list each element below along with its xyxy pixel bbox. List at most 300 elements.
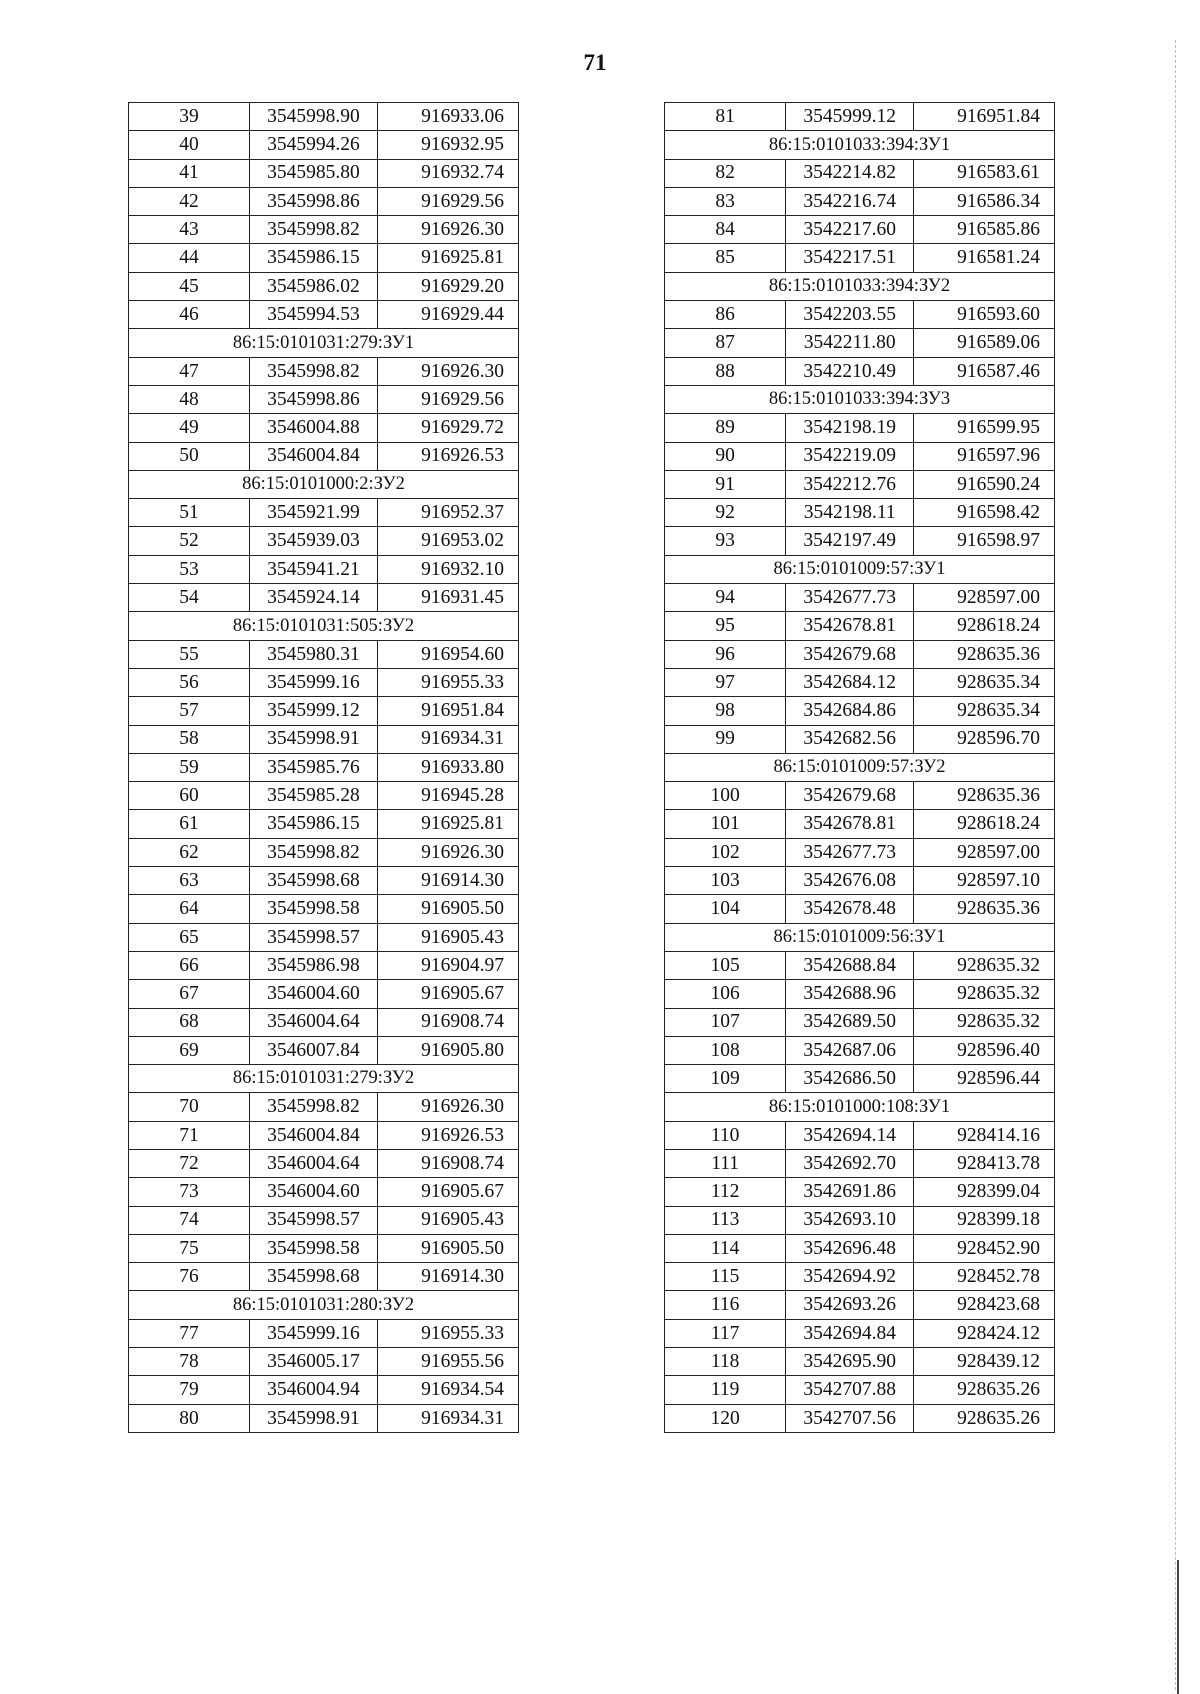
table-row bbox=[129, 301, 519, 329]
y-coordinate: 916934.31 bbox=[377, 1404, 518, 1432]
point-number: 117 bbox=[665, 1319, 786, 1347]
y-coordinate: 928635.36 bbox=[914, 895, 1055, 923]
x-coordinate: 3542688.84 bbox=[786, 951, 914, 979]
x-coordinate: 3542678.81 bbox=[786, 612, 914, 640]
y-coordinate: 928439.12 bbox=[914, 1348, 1055, 1376]
point-number: 65 bbox=[129, 923, 250, 951]
x-coordinate: 3545998.58 bbox=[249, 895, 377, 923]
y-coordinate: 928423.68 bbox=[914, 1291, 1055, 1319]
y-coordinate: 916945.28 bbox=[377, 782, 518, 810]
table-row bbox=[129, 1036, 519, 1064]
x-coordinate: 3545941.21 bbox=[249, 555, 377, 583]
point-number: 56 bbox=[129, 668, 250, 696]
point-number: 67 bbox=[129, 980, 250, 1008]
y-coordinate: 928413.78 bbox=[914, 1149, 1055, 1177]
point-number: 105 bbox=[665, 951, 786, 979]
x-coordinate: 3545999.16 bbox=[249, 668, 377, 696]
point-number: 104 bbox=[665, 895, 786, 923]
y-coordinate: 916598.97 bbox=[914, 527, 1055, 555]
table-row bbox=[665, 1263, 1055, 1291]
y-coordinate: 916926.53 bbox=[377, 442, 518, 470]
x-coordinate: 3546004.64 bbox=[249, 1149, 377, 1177]
x-coordinate: 3542677.73 bbox=[786, 838, 914, 866]
y-coordinate: 916905.80 bbox=[377, 1036, 518, 1064]
point-number: 73 bbox=[129, 1178, 250, 1206]
x-coordinate: 3542696.48 bbox=[786, 1234, 914, 1262]
table-row bbox=[665, 810, 1055, 838]
x-coordinate: 3542203.55 bbox=[786, 301, 914, 329]
point-number: 62 bbox=[129, 838, 250, 866]
table-row bbox=[665, 244, 1055, 272]
point-number: 81 bbox=[665, 103, 786, 131]
x-coordinate: 3545998.57 bbox=[249, 1206, 377, 1234]
section-header-row bbox=[129, 1291, 519, 1319]
point-number: 90 bbox=[665, 442, 786, 470]
table-row bbox=[129, 1149, 519, 1177]
y-coordinate: 928597.00 bbox=[914, 838, 1055, 866]
y-coordinate: 916952.37 bbox=[377, 499, 518, 527]
point-number: 82 bbox=[665, 159, 786, 187]
x-coordinate: 3545998.82 bbox=[249, 216, 377, 244]
point-number: 61 bbox=[129, 810, 250, 838]
y-coordinate: 916583.61 bbox=[914, 159, 1055, 187]
x-coordinate: 3546004.88 bbox=[249, 414, 377, 442]
table-row bbox=[665, 470, 1055, 498]
table-row bbox=[129, 1008, 519, 1036]
y-coordinate: 916929.72 bbox=[377, 414, 518, 442]
cadastral-number: 86:15:0101000:2:ЗУ2 bbox=[129, 470, 519, 498]
point-number: 77 bbox=[129, 1319, 250, 1347]
table-row bbox=[665, 980, 1055, 1008]
table-row bbox=[129, 1319, 519, 1347]
y-coordinate: 916929.56 bbox=[377, 385, 518, 413]
table-row bbox=[665, 414, 1055, 442]
y-coordinate: 916933.80 bbox=[377, 753, 518, 781]
y-coordinate: 916926.30 bbox=[377, 357, 518, 385]
x-coordinate: 3545986.98 bbox=[249, 951, 377, 979]
cadastral-number: 86:15:0101031:280:ЗУ2 bbox=[129, 1291, 519, 1319]
table-row bbox=[665, 527, 1055, 555]
y-coordinate: 928635.34 bbox=[914, 697, 1055, 725]
y-coordinate: 916931.45 bbox=[377, 584, 518, 612]
x-coordinate: 3542692.70 bbox=[786, 1149, 914, 1177]
x-coordinate: 3545999.12 bbox=[249, 697, 377, 725]
point-number: 53 bbox=[129, 555, 250, 583]
cadastral-number: 86:15:0101009:57:ЗУ1 bbox=[665, 555, 1055, 583]
x-coordinate: 3542682.56 bbox=[786, 725, 914, 753]
x-coordinate: 3542197.49 bbox=[786, 527, 914, 555]
table-row bbox=[129, 1404, 519, 1432]
point-number: 45 bbox=[129, 272, 250, 300]
y-coordinate: 928596.70 bbox=[914, 725, 1055, 753]
table-row bbox=[665, 1291, 1055, 1319]
x-coordinate: 3545998.68 bbox=[249, 867, 377, 895]
table-row bbox=[665, 838, 1055, 866]
cadastral-number: 86:15:0101033:394:ЗУ3 bbox=[665, 385, 1055, 413]
table-row bbox=[665, 1234, 1055, 1262]
y-coordinate: 928635.32 bbox=[914, 951, 1055, 979]
point-number: 68 bbox=[129, 1008, 250, 1036]
x-coordinate: 3545999.16 bbox=[249, 1319, 377, 1347]
point-number: 103 bbox=[665, 867, 786, 895]
coordinates-table-body bbox=[129, 103, 519, 1433]
y-coordinate: 916929.20 bbox=[377, 272, 518, 300]
x-coordinate: 3542219.09 bbox=[786, 442, 914, 470]
x-coordinate: 3542693.26 bbox=[786, 1291, 914, 1319]
x-coordinate: 3542216.74 bbox=[786, 187, 914, 215]
x-coordinate: 3542679.68 bbox=[786, 640, 914, 668]
y-coordinate: 916932.95 bbox=[377, 131, 518, 159]
point-number: 108 bbox=[665, 1036, 786, 1064]
x-coordinate: 3546004.94 bbox=[249, 1376, 377, 1404]
table-row bbox=[129, 103, 519, 131]
point-number: 46 bbox=[129, 301, 250, 329]
y-coordinate: 916932.10 bbox=[377, 555, 518, 583]
table-row bbox=[665, 668, 1055, 696]
table-row bbox=[665, 1121, 1055, 1149]
point-number: 102 bbox=[665, 838, 786, 866]
table-row bbox=[129, 895, 519, 923]
cadastral-number: 86:15:0101033:394:ЗУ1 bbox=[665, 131, 1055, 159]
section-header-row bbox=[665, 385, 1055, 413]
x-coordinate: 3542695.90 bbox=[786, 1348, 914, 1376]
x-coordinate: 3542214.82 bbox=[786, 159, 914, 187]
point-number: 115 bbox=[665, 1263, 786, 1291]
y-coordinate: 916926.30 bbox=[377, 1093, 518, 1121]
table-row bbox=[129, 187, 519, 215]
y-coordinate: 916929.44 bbox=[377, 301, 518, 329]
table-row bbox=[665, 782, 1055, 810]
x-coordinate: 3545998.82 bbox=[249, 1093, 377, 1121]
x-coordinate: 3542211.80 bbox=[786, 329, 914, 357]
table-row bbox=[129, 753, 519, 781]
point-number: 64 bbox=[129, 895, 250, 923]
table-row bbox=[129, 1348, 519, 1376]
y-coordinate: 916914.30 bbox=[377, 867, 518, 895]
point-number: 113 bbox=[665, 1206, 786, 1234]
x-coordinate: 3546004.84 bbox=[249, 1121, 377, 1149]
point-number: 111 bbox=[665, 1149, 786, 1177]
table-row bbox=[665, 867, 1055, 895]
y-coordinate: 916905.67 bbox=[377, 980, 518, 1008]
point-number: 58 bbox=[129, 725, 250, 753]
x-coordinate: 3542684.12 bbox=[786, 668, 914, 696]
point-number: 57 bbox=[129, 697, 250, 725]
point-number: 60 bbox=[129, 782, 250, 810]
y-coordinate: 916926.30 bbox=[377, 216, 518, 244]
table-row bbox=[129, 1178, 519, 1206]
y-coordinate: 928399.04 bbox=[914, 1178, 1055, 1206]
table-row bbox=[129, 527, 519, 555]
point-number: 112 bbox=[665, 1178, 786, 1206]
y-coordinate: 916926.30 bbox=[377, 838, 518, 866]
cadastral-number: 86:15:0101031:279:ЗУ2 bbox=[129, 1065, 519, 1093]
x-coordinate: 3542691.86 bbox=[786, 1178, 914, 1206]
table-row bbox=[129, 385, 519, 413]
point-number: 49 bbox=[129, 414, 250, 442]
table-row bbox=[129, 442, 519, 470]
y-coordinate: 916955.56 bbox=[377, 1348, 518, 1376]
table-row bbox=[665, 103, 1055, 131]
table-row bbox=[665, 187, 1055, 215]
x-coordinate: 3542693.10 bbox=[786, 1206, 914, 1234]
x-coordinate: 3545998.57 bbox=[249, 923, 377, 951]
x-coordinate: 3542217.51 bbox=[786, 244, 914, 272]
x-coordinate: 3546005.17 bbox=[249, 1348, 377, 1376]
point-number: 110 bbox=[665, 1121, 786, 1149]
table-row bbox=[129, 951, 519, 979]
section-header-row bbox=[129, 470, 519, 498]
x-coordinate: 3542198.19 bbox=[786, 414, 914, 442]
point-number: 92 bbox=[665, 499, 786, 527]
section-header-row bbox=[129, 612, 519, 640]
point-number: 54 bbox=[129, 584, 250, 612]
y-coordinate: 928635.26 bbox=[914, 1404, 1055, 1432]
x-coordinate: 3545999.12 bbox=[786, 103, 914, 131]
x-coordinate: 3545986.15 bbox=[249, 810, 377, 838]
table-row bbox=[129, 159, 519, 187]
cadastral-number: 86:15:0101009:56:ЗУ1 bbox=[665, 923, 1055, 951]
y-coordinate: 916905.50 bbox=[377, 1234, 518, 1262]
x-coordinate: 3545998.90 bbox=[249, 103, 377, 131]
point-number: 70 bbox=[129, 1093, 250, 1121]
point-number: 50 bbox=[129, 442, 250, 470]
y-coordinate: 916951.84 bbox=[377, 697, 518, 725]
table-row bbox=[129, 1206, 519, 1234]
table-row bbox=[665, 1376, 1055, 1404]
x-coordinate: 3545998.91 bbox=[249, 1404, 377, 1432]
y-coordinate: 928635.32 bbox=[914, 980, 1055, 1008]
section-header-row bbox=[665, 555, 1055, 583]
cadastral-number: 86:15:0101031:279:ЗУ1 bbox=[129, 329, 519, 357]
point-number: 44 bbox=[129, 244, 250, 272]
y-coordinate: 916932.74 bbox=[377, 159, 518, 187]
x-coordinate: 3545998.91 bbox=[249, 725, 377, 753]
y-coordinate: 928618.24 bbox=[914, 810, 1055, 838]
table-row bbox=[665, 725, 1055, 753]
point-number: 48 bbox=[129, 385, 250, 413]
y-coordinate: 916953.02 bbox=[377, 527, 518, 555]
y-coordinate: 916955.33 bbox=[377, 668, 518, 696]
point-number: 114 bbox=[665, 1234, 786, 1262]
point-number: 107 bbox=[665, 1008, 786, 1036]
point-number: 55 bbox=[129, 640, 250, 668]
table-row bbox=[665, 1348, 1055, 1376]
table-row bbox=[665, 1149, 1055, 1177]
y-coordinate: 916908.74 bbox=[377, 1008, 518, 1036]
y-coordinate: 916954.60 bbox=[377, 640, 518, 668]
point-number: 78 bbox=[129, 1348, 250, 1376]
section-header-row bbox=[665, 272, 1055, 300]
point-number: 87 bbox=[665, 329, 786, 357]
y-coordinate: 916905.50 bbox=[377, 895, 518, 923]
x-coordinate: 3545924.14 bbox=[249, 584, 377, 612]
table-row bbox=[129, 499, 519, 527]
point-number: 109 bbox=[665, 1065, 786, 1093]
point-number: 47 bbox=[129, 357, 250, 385]
x-coordinate: 3542677.73 bbox=[786, 584, 914, 612]
y-coordinate: 916929.56 bbox=[377, 187, 518, 215]
point-number: 83 bbox=[665, 187, 786, 215]
table-row bbox=[129, 1234, 519, 1262]
x-coordinate: 3545994.26 bbox=[249, 131, 377, 159]
x-coordinate: 3542694.84 bbox=[786, 1319, 914, 1347]
y-coordinate: 916586.34 bbox=[914, 187, 1055, 215]
y-coordinate: 928597.10 bbox=[914, 867, 1055, 895]
table-row bbox=[129, 555, 519, 583]
section-header-row bbox=[665, 753, 1055, 781]
table-row bbox=[129, 357, 519, 385]
point-number: 42 bbox=[129, 187, 250, 215]
section-header-row bbox=[665, 923, 1055, 951]
scan-edge-line bbox=[1175, 40, 1176, 1690]
point-number: 76 bbox=[129, 1263, 250, 1291]
x-coordinate: 3546004.60 bbox=[249, 1178, 377, 1206]
x-coordinate: 3542678.81 bbox=[786, 810, 914, 838]
table-row bbox=[665, 951, 1055, 979]
y-coordinate: 928414.16 bbox=[914, 1121, 1055, 1149]
table-row bbox=[665, 1065, 1055, 1093]
x-coordinate: 3545994.53 bbox=[249, 301, 377, 329]
x-coordinate: 3542198.11 bbox=[786, 499, 914, 527]
point-number: 99 bbox=[665, 725, 786, 753]
point-number: 71 bbox=[129, 1121, 250, 1149]
table-row bbox=[665, 329, 1055, 357]
table-row bbox=[129, 584, 519, 612]
y-coordinate: 916905.67 bbox=[377, 1178, 518, 1206]
y-coordinate: 928635.32 bbox=[914, 1008, 1055, 1036]
y-coordinate: 916904.97 bbox=[377, 951, 518, 979]
table-row bbox=[665, 1178, 1055, 1206]
point-number: 63 bbox=[129, 867, 250, 895]
y-coordinate: 916589.06 bbox=[914, 329, 1055, 357]
cadastral-number: 86:15:0101033:394:ЗУ2 bbox=[665, 272, 1055, 300]
y-coordinate: 916587.46 bbox=[914, 357, 1055, 385]
y-coordinate: 916581.24 bbox=[914, 244, 1055, 272]
y-coordinate: 916905.43 bbox=[377, 923, 518, 951]
x-coordinate: 3546004.84 bbox=[249, 442, 377, 470]
point-number: 79 bbox=[129, 1376, 250, 1404]
y-coordinate: 928452.78 bbox=[914, 1263, 1055, 1291]
y-coordinate: 928635.36 bbox=[914, 782, 1055, 810]
x-coordinate: 3545986.02 bbox=[249, 272, 377, 300]
x-coordinate: 3542684.86 bbox=[786, 697, 914, 725]
y-coordinate: 916951.84 bbox=[914, 103, 1055, 131]
table-row bbox=[129, 1121, 519, 1149]
table-row bbox=[129, 1093, 519, 1121]
point-number: 91 bbox=[665, 470, 786, 498]
x-coordinate: 3545921.99 bbox=[249, 499, 377, 527]
x-coordinate: 3542217.60 bbox=[786, 216, 914, 244]
table-row bbox=[129, 216, 519, 244]
point-number: 100 bbox=[665, 782, 786, 810]
point-number: 119 bbox=[665, 1376, 786, 1404]
x-coordinate: 3545998.86 bbox=[249, 385, 377, 413]
table-row bbox=[665, 159, 1055, 187]
table-row bbox=[129, 867, 519, 895]
point-number: 95 bbox=[665, 612, 786, 640]
point-number: 118 bbox=[665, 1348, 786, 1376]
table-row bbox=[665, 216, 1055, 244]
point-number: 116 bbox=[665, 1291, 786, 1319]
y-coordinate: 916598.42 bbox=[914, 499, 1055, 527]
x-coordinate: 3542679.68 bbox=[786, 782, 914, 810]
point-number: 69 bbox=[129, 1036, 250, 1064]
table-row bbox=[665, 697, 1055, 725]
point-number: 97 bbox=[665, 668, 786, 696]
table-row bbox=[129, 244, 519, 272]
table-row bbox=[129, 923, 519, 951]
point-number: 39 bbox=[129, 103, 250, 131]
point-number: 89 bbox=[665, 414, 786, 442]
table-row bbox=[129, 782, 519, 810]
coordinates-table-right bbox=[664, 102, 1055, 1433]
y-coordinate: 916934.54 bbox=[377, 1376, 518, 1404]
x-coordinate: 3545985.28 bbox=[249, 782, 377, 810]
point-number: 93 bbox=[665, 527, 786, 555]
table-row bbox=[129, 838, 519, 866]
table-row bbox=[665, 640, 1055, 668]
y-coordinate: 916908.74 bbox=[377, 1149, 518, 1177]
point-number: 75 bbox=[129, 1234, 250, 1262]
table-row bbox=[665, 1036, 1055, 1064]
y-coordinate: 928635.26 bbox=[914, 1376, 1055, 1404]
y-coordinate: 916914.30 bbox=[377, 1263, 518, 1291]
y-coordinate: 916925.81 bbox=[377, 244, 518, 272]
y-coordinate: 928635.34 bbox=[914, 668, 1055, 696]
point-number: 85 bbox=[665, 244, 786, 272]
point-number: 86 bbox=[665, 301, 786, 329]
point-number: 51 bbox=[129, 499, 250, 527]
x-coordinate: 3546004.60 bbox=[249, 980, 377, 1008]
y-coordinate: 916585.86 bbox=[914, 216, 1055, 244]
x-coordinate: 3542212.76 bbox=[786, 470, 914, 498]
y-coordinate: 928618.24 bbox=[914, 612, 1055, 640]
point-number: 88 bbox=[665, 357, 786, 385]
point-number: 41 bbox=[129, 159, 250, 187]
y-coordinate: 928635.36 bbox=[914, 640, 1055, 668]
x-coordinate: 3542686.50 bbox=[786, 1065, 914, 1093]
x-coordinate: 3542689.50 bbox=[786, 1008, 914, 1036]
x-coordinate: 3542676.08 bbox=[786, 867, 914, 895]
x-coordinate: 3546004.64 bbox=[249, 1008, 377, 1036]
x-coordinate: 3545998.82 bbox=[249, 838, 377, 866]
table-row bbox=[129, 725, 519, 753]
cadastral-number: 86:15:0101031:505:ЗУ2 bbox=[129, 612, 519, 640]
x-coordinate: 3542688.96 bbox=[786, 980, 914, 1008]
y-coordinate: 916925.81 bbox=[377, 810, 518, 838]
table-row bbox=[665, 301, 1055, 329]
point-number: 72 bbox=[129, 1149, 250, 1177]
y-coordinate: 916955.33 bbox=[377, 1319, 518, 1347]
point-number: 120 bbox=[665, 1404, 786, 1432]
y-coordinate: 916597.96 bbox=[914, 442, 1055, 470]
table-row bbox=[129, 272, 519, 300]
table-row bbox=[129, 810, 519, 838]
point-number: 43 bbox=[129, 216, 250, 244]
point-number: 74 bbox=[129, 1206, 250, 1234]
y-coordinate: 916599.95 bbox=[914, 414, 1055, 442]
point-number: 59 bbox=[129, 753, 250, 781]
x-coordinate: 3542694.14 bbox=[786, 1121, 914, 1149]
table-row bbox=[665, 357, 1055, 385]
section-header-row bbox=[665, 1093, 1055, 1121]
scan-edge-mark bbox=[1177, 1560, 1179, 1694]
table-row bbox=[665, 1319, 1055, 1347]
table-row bbox=[129, 1376, 519, 1404]
x-coordinate: 3545998.82 bbox=[249, 357, 377, 385]
y-coordinate: 928424.12 bbox=[914, 1319, 1055, 1347]
